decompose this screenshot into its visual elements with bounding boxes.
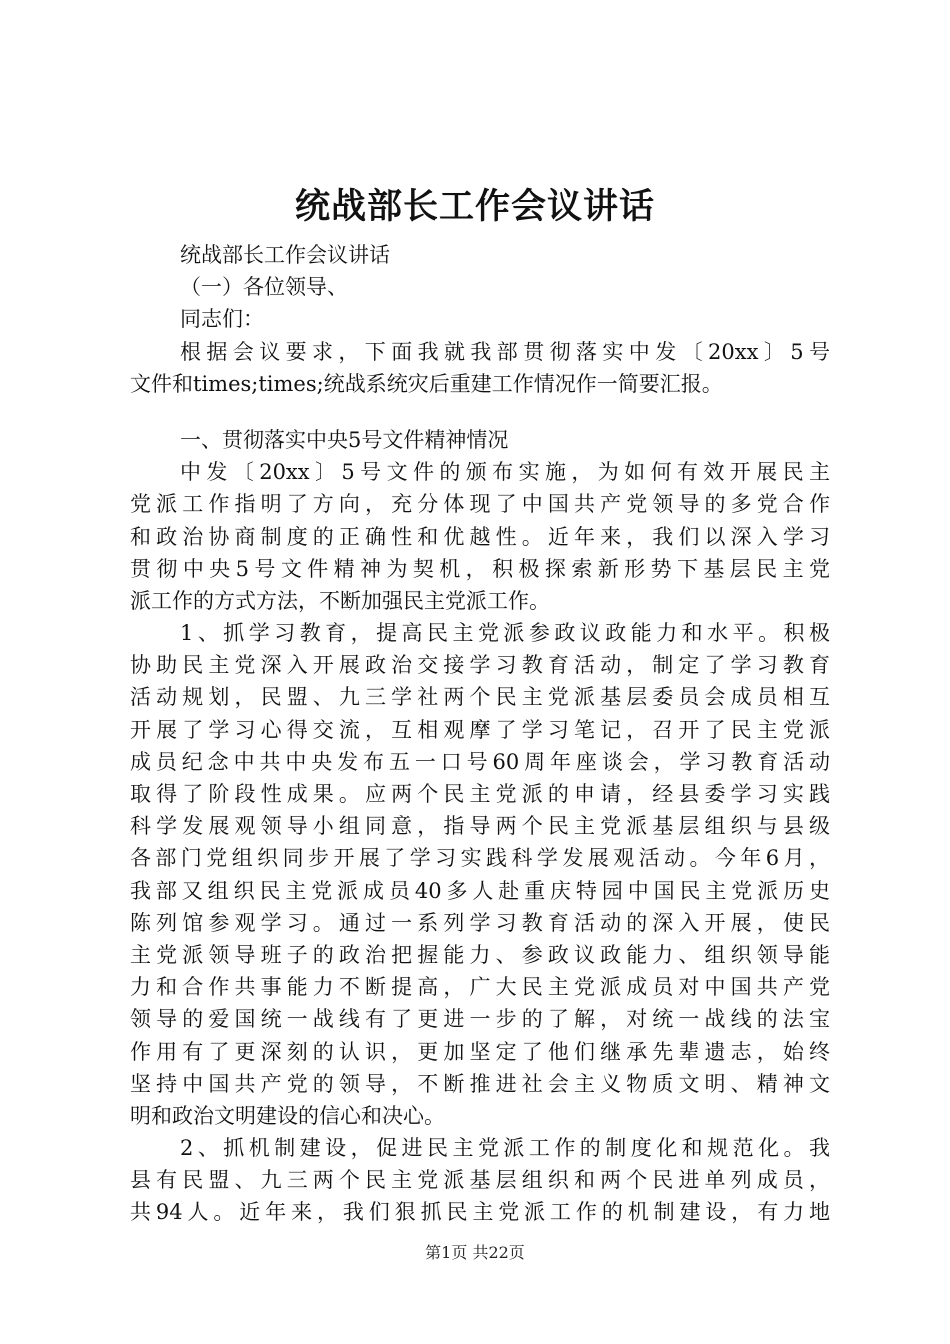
body-line: 1、抓学习教育，提高民主党派参政议政能力和水平。积极 <box>180 621 830 646</box>
body-line: 党派工作指明了方向，充分体现了中国共产党领导的多党合作 <box>130 492 830 517</box>
section-heading: 一、贯彻落实中央5号文件精神情况 <box>180 427 509 452</box>
body-line: 2、抓机制建设，促进民主党派工作的制度化和规范化。我 <box>180 1136 830 1161</box>
body-line: 作用有了更深刻的认识，更加坚定了他们继承先辈遗志，始终 <box>130 1039 830 1064</box>
body-line: 协助民主党深入开展政治交接学习教育活动，制定了学习教育 <box>130 653 830 678</box>
body-line: 主党派领导班子的政治把握能力、参政议政能力、组织领导能 <box>130 942 830 967</box>
document-title: 统战部长工作会议讲话 <box>294 187 655 227</box>
body-line: 陈列馆参观学习。通过一系列学习教育活动的深入开展，使民 <box>130 910 830 935</box>
body-line: （一）各位领导、 <box>180 275 348 300</box>
body-line: 统战部长工作会议讲话 <box>180 243 390 267</box>
page-footer: 第1页 共22页 <box>425 1243 525 1262</box>
body-line: 成员纪念中共中央发布五一口号60周年座谈会，学习教育活动 <box>130 749 830 774</box>
body-line: 取得了阶段性成果。应两个民主党派的申请，经县委学习实践 <box>130 782 830 806</box>
body-line: 各部门党组织同步开展了学习实践科学发展观活动。今年6月， <box>130 846 830 871</box>
document-body <box>130 239 830 1229</box>
body-line: 开展了学习心得交流，互相观摩了学习笔记，召开了民主党派 <box>130 717 830 742</box>
body-line: 和政治协商制度的正确性和优越性。近年来，我们以深入学习 <box>130 524 830 549</box>
body-line: 领导的爱国统一战线有了更进一步的了解，对统一战线的法宝 <box>130 1007 830 1032</box>
body-line: 中发〔20xx〕5号文件的颁布实施，为如何有效开展民主 <box>180 460 830 485</box>
body-line: 力和合作共事能力不断提高，广大民主党派成员对中国共产党 <box>130 975 830 1000</box>
body-line: 同志们： <box>180 307 264 332</box>
body-line: 文件和times;times;统战系统灾后重建工作情况作一简要汇报。 <box>130 371 723 396</box>
body-line: 贯彻中央5号文件精神为契机，积极探索新形势下基层民主党 <box>130 556 830 581</box>
body-line: 坚持中国共产党的领导，不断推进社会主义物质文明、精神文 <box>130 1071 830 1096</box>
paragraph-gap <box>130 400 830 424</box>
body-line: 县有民盟、九三两个民主党派基层组织和两个民进单列成员， <box>130 1168 830 1193</box>
body-line: 我部又组织民主党派成员40多人赴重庆特园中国民主党派历史 <box>130 878 830 903</box>
body-line: 明和政治文明建设的信心和决心。 <box>130 1103 445 1128</box>
body-line: 根据会议要求，下面我就我部贯彻落实中发〔20xx〕5号 <box>180 339 830 364</box>
body-line: 科学发展观领导小组同意，指导两个民主党派基层组织与县级 <box>130 814 830 839</box>
body-line: 派工作的方式方法，不断加强民主党派工作。 <box>130 588 550 613</box>
body-line: 共94人。近年来，我们狠抓民主党派工作的机制建设，有力地 <box>130 1200 830 1225</box>
body-line: 活动规划，民盟、九三学社两个民主党派基层委员会成员相互 <box>130 685 830 710</box>
